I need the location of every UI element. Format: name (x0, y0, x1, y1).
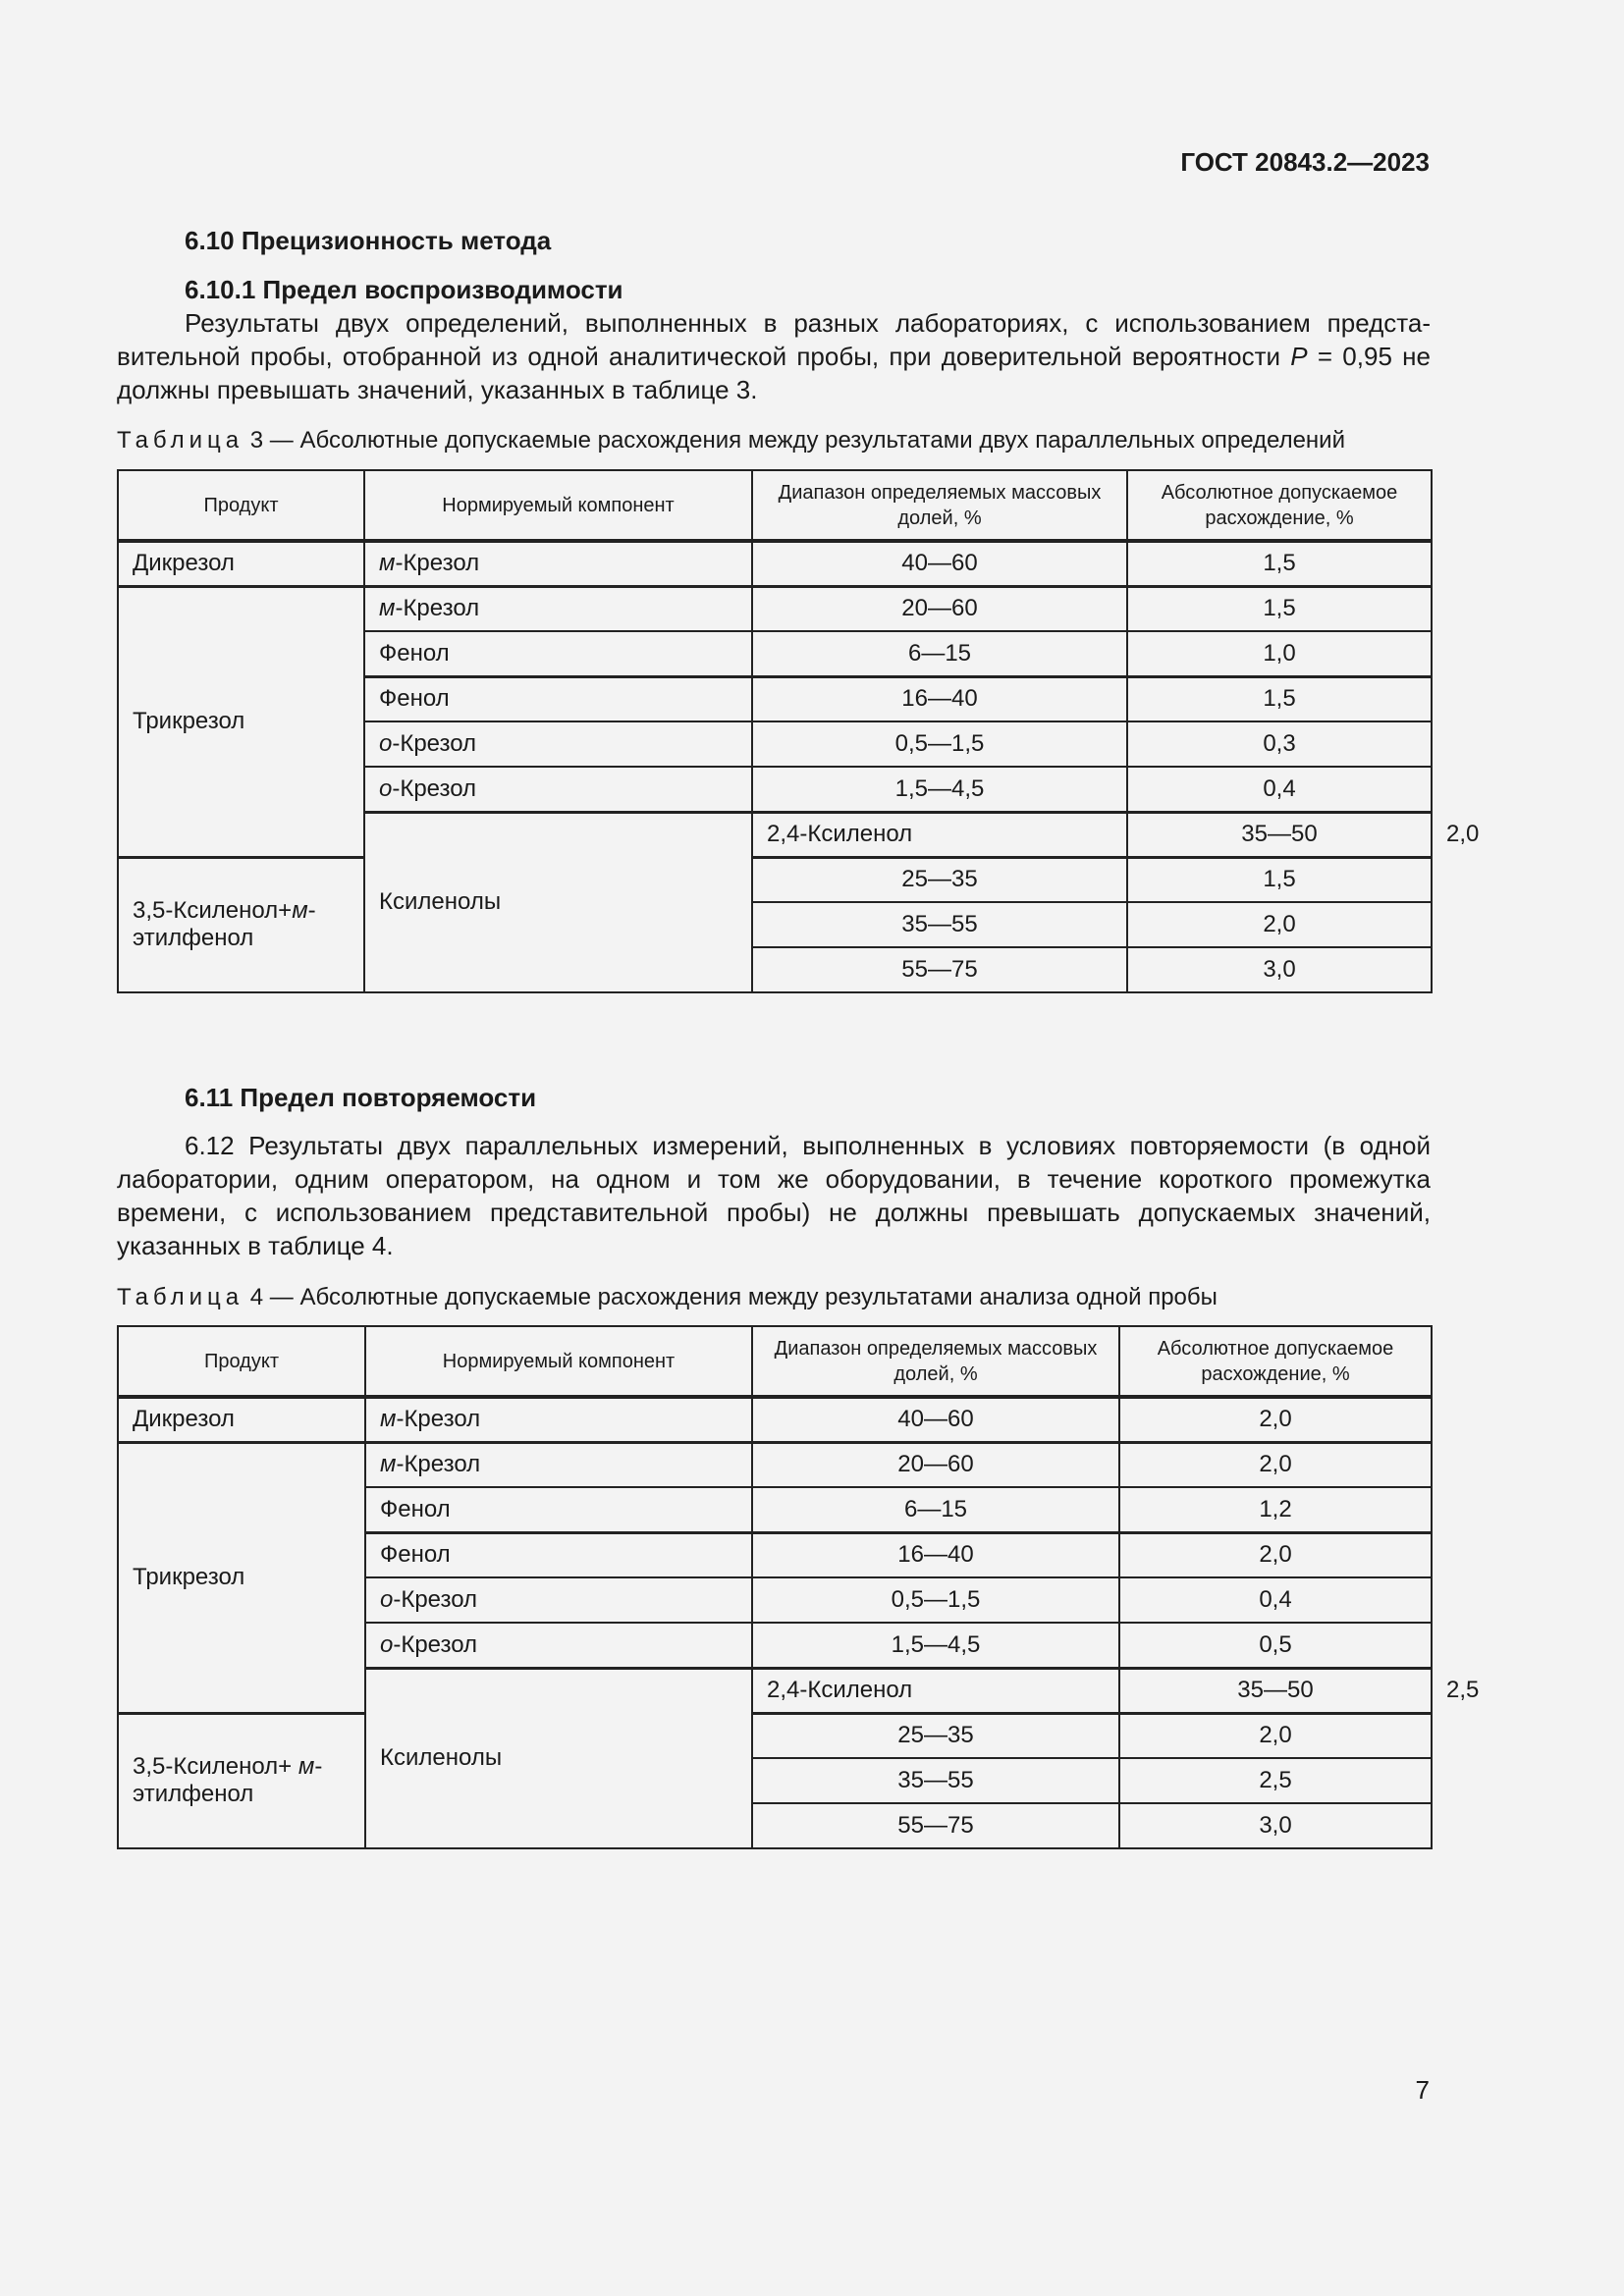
section-6-10-title: 6.10 Прецизионность метода (185, 226, 552, 255)
header-component: Нормируемый компонент (365, 1326, 752, 1397)
section-6-10-1-text: Результаты двух определений, выполненных в разных лабораториях, с использованием представительной пробы, отобранной из одной аналитической пробы, при доверительной вероятности P = 0,95 не должны превышать значений, указанных в таблице 3. (117, 308, 1431, 404)
product-cell: Дикрезол (118, 1397, 365, 1442)
range-cell: 0,5—1,5 (752, 721, 1127, 767)
value-cell: 1,5 (1127, 857, 1432, 902)
value-cell: 2,0 (1127, 902, 1432, 947)
product-cell: Трикрезол (118, 1442, 365, 1713)
range-cell: 0,5—1,5 (752, 1577, 1119, 1623)
value-cell: 3,0 (1127, 947, 1432, 992)
range-cell: 35—55 (752, 902, 1127, 947)
value-cell: 2,0 (1119, 1397, 1432, 1442)
table-row (118, 857, 1432, 902)
value-cell: 0,4 (1127, 767, 1432, 812)
table-row: Ксиленолы 2,4-Ксиленол 35—50 2,0 (118, 812, 1432, 857)
component-cell: м-Крезол (365, 1397, 752, 1442)
value-cell: 2,5 (1119, 1758, 1432, 1803)
component-cell: Фенол (365, 1487, 752, 1532)
section-6-12-text: 6.12 Результаты двух параллельных измерений, выполненных в условиях повторяемости (в одной лаборатории, одним оператором, на одном и том же оборудовании, в течение короткого промежутка времени, с использованием представительной пробы) не должны превышать допускаемых значений, указанных в таблице 4. (117, 1131, 1431, 1260)
section-6-11-title: 6.11 Предел повторяемости (185, 1083, 537, 1112)
value-cell: 0,4 (1119, 1577, 1432, 1623)
document-id: ГОСТ 20843.2—2023 (1180, 147, 1430, 177)
range-cell: 55—75 (752, 1803, 1119, 1848)
range-cell: 40—60 (752, 541, 1127, 586)
product-cell: Дикрезол (118, 541, 364, 586)
component-cell: Фенол (364, 676, 752, 721)
table-header-row (118, 470, 1432, 541)
value-cell: 2,0 (1119, 1442, 1432, 1487)
table3-caption: Таблица 3 — Абсолютные допускаемые расхождения между результатами двух параллельных определений (117, 427, 1345, 454)
value-cell: 1,2 (1119, 1487, 1432, 1532)
range-cell: 1,5—4,5 (752, 767, 1127, 812)
value-cell: 1,0 (1127, 631, 1432, 676)
value-cell: 0,5 (1119, 1623, 1432, 1668)
header-tolerance: Абсолютное допускаемое расхождение, % (1119, 1326, 1432, 1397)
range-cell: 6—15 (752, 1487, 1119, 1532)
table-row (118, 1442, 1432, 1487)
page-number: 7 (1415, 2075, 1430, 2105)
header-tolerance: Абсолютное допускаемое расхождение, % (1127, 470, 1432, 541)
value-cell: 1,5 (1127, 541, 1432, 586)
table-row: Ксиленолы 2,4-Ксиленол 35—50 2,5 (118, 1668, 1432, 1713)
value-cell: 3,0 (1119, 1803, 1432, 1848)
component-cell: м-Крезол (365, 1442, 752, 1487)
header-component: Нормируемый компонент (364, 470, 752, 541)
range-cell: 1,5—4,5 (752, 1623, 1119, 1668)
section-6-10-1-title: 6.10.1 Предел воспроизводимости (185, 275, 623, 304)
component-cell: о-Крезол (364, 767, 752, 812)
value-cell: 1,5 (1127, 676, 1432, 721)
header-product: Продукт (118, 1326, 365, 1397)
table-row (118, 541, 1432, 586)
table-header-row (118, 1326, 1432, 1397)
product-cell: Ксиленолы (365, 1668, 752, 1848)
range-cell: 20—60 (752, 1442, 1119, 1487)
component-cell: о-Крезол (365, 1577, 752, 1623)
component-cell: Фенол (364, 631, 752, 676)
range-cell: 16—40 (752, 676, 1127, 721)
product-cell: Ксиленолы (364, 812, 752, 992)
table-row (118, 1397, 1432, 1442)
range-cell: 35—55 (752, 1758, 1119, 1803)
component-cell: 2,4-Ксиленол (752, 1668, 1119, 1713)
range-cell: 6—15 (752, 631, 1127, 676)
header-range: Диапазон определяемых массовых долей, % (752, 470, 1127, 541)
range-cell: 25—35 (752, 857, 1127, 902)
value-cell: 2,0 (1119, 1713, 1432, 1758)
component-cell: о-Крезол (364, 721, 752, 767)
component-cell-merged: 3,5-Ксиленол+м-этилфенол (118, 857, 364, 992)
table3 (117, 469, 1480, 993)
component-cell: 2,4-Ксиленол (752, 812, 1127, 857)
range-cell: 16—40 (752, 1532, 1119, 1577)
header-product: Продукт (118, 470, 364, 541)
table4-caption: Таблица 4 — Абсолютные допускаемые расхождения между результатами анализа одной пробы (117, 1284, 1218, 1310)
range-cell: 25—35 (752, 1713, 1119, 1758)
range-cell: 40—60 (752, 1397, 1119, 1442)
table4 (117, 1325, 1480, 1849)
range-cell: 55—75 (752, 947, 1127, 992)
component-cell-merged: 3,5-Ксиленол+ м-этилфенол (118, 1713, 365, 1848)
product-cell: Трикрезол (118, 586, 364, 857)
component-cell: Фенол (365, 1532, 752, 1577)
component-cell: о-Крезол (365, 1623, 752, 1668)
range-cell: 35—50 (1127, 812, 1432, 857)
value-cell: 0,3 (1127, 721, 1432, 767)
value-cell: 1,5 (1127, 586, 1432, 631)
table-row (118, 1713, 1432, 1758)
component-cell: м-Крезол (364, 586, 752, 631)
table-row (118, 586, 1432, 631)
range-cell: 35—50 (1119, 1668, 1432, 1713)
component-cell: м-Крезол (364, 541, 752, 586)
header-range: Диапазон определяемых массовых долей, % (752, 1326, 1119, 1397)
value-cell: 2,0 (1119, 1532, 1432, 1577)
range-cell: 20—60 (752, 586, 1127, 631)
